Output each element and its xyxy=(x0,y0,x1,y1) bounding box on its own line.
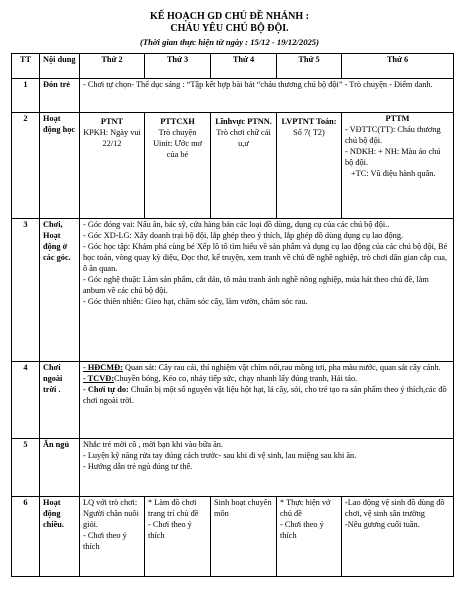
row-number: 6 xyxy=(12,497,40,577)
table-row xyxy=(12,79,454,113)
row-number: 4 xyxy=(12,362,40,439)
document-title: KẾ HOẠCH GD CHỦ ĐỀ NHÁNH : xyxy=(150,11,309,22)
table-header-row xyxy=(12,54,454,79)
row-number: 5 xyxy=(12,439,40,497)
document-subtitle: CHÁU YÊU CHÚ BỘ ĐỘI. xyxy=(170,23,289,34)
header-thu-4: Thứ 4 xyxy=(211,54,277,79)
header-thu-3: Thứ 3 xyxy=(145,54,211,79)
row-number: 1 xyxy=(12,79,40,113)
row-label: Chơi, Hoạt động ở các góc. xyxy=(40,219,80,362)
header-thu-5: Thứ 5 xyxy=(277,54,342,79)
ngoai-troi-content: - HĐCMĐ: Quan sát: Cây rau cải, thí nghiệm vật chìm nổi,rau mồng tơi, pha màu nước, quan sát cây cảnh. - TCVĐ:Chuyền bóng, Kéo co, nhảy tiếp sức, chạy nhanh lấy đúng tranh, Hái táo. - Chơi tự do: Chuẩn bị một số nguyên vật liệu hột hạt, lá cây, sỏi, cho trẻ tạo ra sản phẩm theo ý thích,các đồ chơi ngoài trời. xyxy=(80,362,454,439)
plan-table xyxy=(11,53,454,577)
header-thu-6: Thứ 6 xyxy=(342,54,454,79)
header-thu-2: Thứ 2 xyxy=(80,54,145,79)
row-number: 3 xyxy=(12,219,40,362)
friday-activity: PTTM - VĐTTC(TT): Cháu thương chú bộ đội. - NDKH: + NH: Màu áo chú bộ đội. +TC: Vũ điệu hành quân. xyxy=(342,113,454,219)
row-number: 2 xyxy=(12,113,40,219)
goc-content: - Góc đóng vai: Nấu ăn, bác sỹ, cửa hàng bán các loại đồ dùng, dụng cụ của các chú bộ đội.. - Góc XD-LG: Xây doanh trại bộ đội, lắp ghép theo ý thích, lắp ghép đồ dùng dụng cụ lao động. - Góc học tập: Khám phá cùng bé Xếp lô tô tìm hiểu về sản phẩm và dụng cụ lao động của các chú bộ đội, Bé học toán, vòng quay kỳ diệu, Đọc thơ, kể truyện, xem tranh về chủ đề nghề nghiệp, trò chơi dân gian cắp cua, ô ăn quan. - Góc nghệ thuật: Làm sản phẩm, cắt dán, tô màu tranh ảnh nghề nông nghiệp, múa hát theo chủ đề, làm anbum về các chú bộ đội. - Góc thiên nhiên: Gieo hạt, chăm sóc cây, làm vườn, chăm sóc rau. xyxy=(80,219,454,362)
row-label: Hoạt động học xyxy=(40,113,80,219)
table-row xyxy=(12,439,454,497)
row-label: Đón trẻ xyxy=(40,79,80,113)
thursday-afternoon: * Thực hiện vở chủ đề - Chơi theo ý thích xyxy=(277,497,342,577)
table-row xyxy=(12,219,454,362)
friday-afternoon: -Lao động vệ sinh đồ dùng đồ chơi, vệ sinh sân trường -Nêu gương cuối tuần. xyxy=(342,497,454,577)
row-label: Chơi ngoài trời . xyxy=(40,362,80,439)
don-tre-content: - Chơi tự chọn- Thể dục sáng : “Tập kết hợp bài hát “cháu thương chú bộ đội” - Trò chuyện - Điểm danh. xyxy=(80,79,454,113)
table-row xyxy=(12,362,454,439)
document-time-range: (Thời gian thực hiện từ ngày : 15/12 - 19/12/2025) xyxy=(140,37,319,47)
table-row xyxy=(12,113,454,219)
tuesday-activity: PTTCXH Trò chuyện Uinit: Ước mơ của bé xyxy=(145,113,211,219)
tuesday-afternoon: * Làm đồ chơi trang trí chủ đề - Chơi theo ý thích xyxy=(145,497,211,577)
monday-activity: PTNT KPKH: Ngày vui 22/12 xyxy=(80,113,145,219)
header-tt: TT xyxy=(12,54,40,79)
row-label: Ăn ngủ xyxy=(40,439,80,497)
row-label: Hoạt động chiều. xyxy=(40,497,80,577)
table-row xyxy=(12,497,454,577)
monday-afternoon: LQ với trò chơi: Người chăn nuôi giỏi. - Chơi theo ý thích xyxy=(80,497,145,577)
thursday-activity: LVPTNT Toán: Số 7( T2) xyxy=(277,113,342,219)
wednesday-activity: Lĩnhvực PTNN. Trò chơi chữ cái u,ư xyxy=(211,113,277,219)
an-ngu-content: Nhắc trẻ mời cô , mời bạn khi vào bữa ăn. - Luyện kỹ năng rửa tay đúng cách trước- sau khi đi vệ sinh, lau miệng sau khi ăn. - Hướng dẫn trẻ ngủ đúng tư thế. xyxy=(80,439,454,497)
header-noi-dung: Nội dung xyxy=(40,54,80,79)
wednesday-afternoon: Sinh hoạt chuyên môn xyxy=(211,497,277,577)
